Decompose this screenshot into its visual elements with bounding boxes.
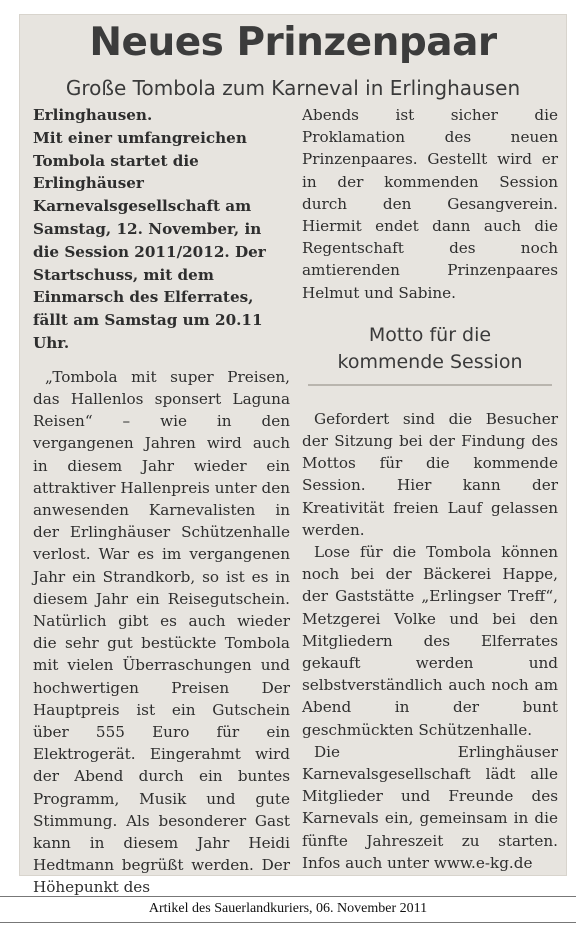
section-subheading [302, 322, 558, 384]
article-dateline: Erlinghausen. [33, 106, 153, 124]
section-subheading-line: Motto für die [368, 323, 492, 346]
footer-divider-top [0, 896, 576, 897]
article-body-paragraph: Die Erlinghäuser Karnevalsgesellschaft lädt alle Mitglieder und Freunde des Karnevals ein, gemeinsam in die fünfte Jahreszeit zu starten. Infos auch unter www.e-kg.de [302, 742, 558, 872]
footer-divider-bottom [0, 922, 576, 923]
article-subheadline: Große Tombola zum Karneval in Erlinghausen [65, 76, 521, 100]
article-body-paragraph: Lose für die Tombola können noch bei der Bäckerei Happe, der Gaststätte „Erlingser Treff“, Metzgerei Volke und bei den Mitgliedern des Elferrates gekauft werden und selbstverständlich auch noch am Abend in der bunt geschmückten Schützenhalle. [302, 543, 558, 739]
article-column-left [33, 104, 290, 899]
subheading-divider [308, 384, 552, 386]
footer-caption: Artikel des Sauerlandkuriers, 06. November 2011 [148, 901, 428, 916]
article-body-paragraph: Gefordert sind die Besucher der Sitzung bei der Findung des Mottos für die kommende Session. Hier kann der Kreativität freien Lauf gelassen werden. [302, 409, 558, 539]
article-body-paragraph: Abends ist sicher die Proklamation des neuen Prinzenpaares. Gestellt wird er in der kommenden Session durch den Gesangverein. Hiermit endet dann auch die Regentschaft des noch amtierenden Prinzenpaares Helmut und Sabine. [302, 106, 558, 302]
article-body-paragraph: „Tombola mit super Preisen, das Hallenlos sponsert Laguna Reisen“ – wie in den vergangenen Jahren wird auch in diesem Jahr wieder ein attraktiver Hallenpreis unter den anwesenden Karnevalisten in der Erlinghäuser Schützenhalle verlost. War es im vergangenen Jahr ein Strandkorb, so ist es in diesem Jahr ein Reisegutschein. Natürlich gibt es auch wieder die sehr gut bestückte Tombola mit vielen Überraschungen und hochwertigen Preisen Der Hauptpreis ist ein Gutschein über 555 Euro für ein Elektrogerät. Eingerahmt wird der Abend durch ein buntes Programm, Musik und gute Stimmung. Als besonderer Gast kann in diesem Jahr Heidi Hedtmann begrüßt werden. Der Höhepunkt des [33, 367, 290, 897]
section-subheading-line: kommende Session [337, 350, 523, 373]
article-lead: Mit einer umfangreichen Tombola startet die Erlinghäuser Karnevalsgesellschaft am Samstag, 12. November, in die Session 2011/2012. Der Startschuss, mit dem Einmarsch des Elferrates, fällt am Samstag um 20.11 Uhr. [33, 128, 266, 352]
article-headline: Neues Prinzenpaar [89, 20, 497, 65]
article-column-right [302, 104, 558, 874]
newspaper-clipping [19, 14, 567, 897]
